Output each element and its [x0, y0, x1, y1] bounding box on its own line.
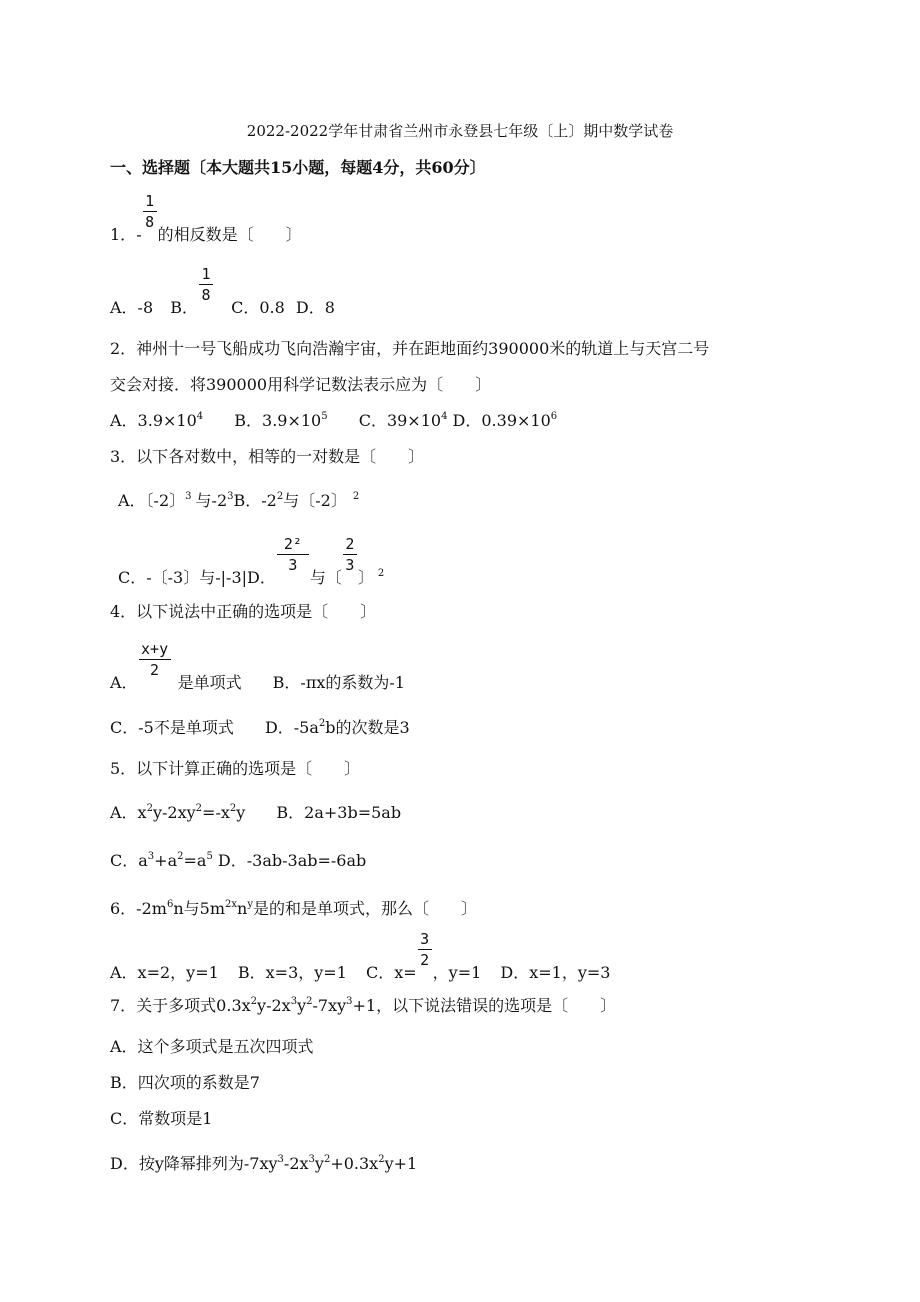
- option-c[interactable]: C．0.8: [231, 298, 285, 317]
- option-a[interactable]: A．这个多项式是五次四项式: [110, 1037, 314, 1056]
- option-a[interactable]: A．$3.9\times 10^4$: [110, 411, 204, 430]
- option-b[interactable]: B．x=3，y=1: [237, 963, 347, 982]
- option-c[interactable]: C．x= $\frac{3}{2}$ ，y=1: [365, 930, 482, 982]
- question-4-options-cd: [110, 718, 410, 738]
- option-b[interactable]: B．$3.9\times 10^5$: [234, 411, 328, 430]
- question-2-line-2: 交会对接．将390000用科学记数法表示应为〔 〕: [110, 375, 492, 394]
- option-d[interactable]: D．-3ab-3ab=-6ab: [217, 851, 367, 870]
- question-3: 3．以下各对数中，相等的一对数是〔 〕: [110, 447, 425, 466]
- option-b[interactable]: B．: [170, 298, 199, 317]
- option-b[interactable]: B．2a+3b=5ab: [276, 803, 402, 822]
- question-5-options-cd: [110, 851, 366, 871]
- question-6: 6．$-2m^6n$与$5m^{2x}n^y$是的和是单项式，那么〔 〕: [110, 899, 477, 918]
- option-c[interactable]: C．-〔-3〕与-|-3|: [118, 568, 248, 587]
- question-5-options-ab: [110, 803, 401, 823]
- question-2-line-1: 2．神州十一号飞船成功飞向浩瀚宇宙，并在距地面约390000米的轨道上与天宫二号: [110, 339, 710, 358]
- question-1-options: [110, 265, 335, 318]
- option-b[interactable]: B．$-2^2$与〔-2〕 $^2$: [233, 491, 360, 510]
- option-a[interactable]: A．〔-2〕$^3$ 与$-2^3$: [118, 491, 234, 510]
- option-b[interactable]: B．四次项的系数是7: [110, 1073, 260, 1092]
- question-5: 5．以下计算正确的选项是〔 〕: [110, 759, 361, 778]
- question-3-options-cd: [118, 535, 385, 588]
- fraction: $\frac{1}{8}$: [142, 220, 158, 240]
- page-title: 2022-2022学年甘肃省兰州市永登县七年级〔上〕期中数学试卷: [246, 122, 674, 140]
- option-d[interactable]: D． $\frac{\text{2²}}{3}$ 与〔 $\frac{2}{3}$ 〕 $^2$: [247, 535, 385, 587]
- option-d[interactable]: D．$-5a^2b$的次数是3: [264, 718, 410, 737]
- option-c[interactable]: C．$39\times 10^4$: [358, 411, 448, 430]
- question-7: 7．关于多项式$0.3x^2y-2x^3y^2-7xy^3+1$，以下说法错误的选项是〔 〕: [110, 996, 617, 1015]
- option-d[interactable]: D．8: [295, 298, 335, 317]
- option-b[interactable]: B．-πx的系数为-1: [272, 673, 405, 692]
- option-d[interactable]: D．x=1，y=3: [500, 963, 611, 982]
- fraction: $\frac{1}{8}$: [198, 293, 214, 313]
- question-4-options-ab: [110, 640, 405, 693]
- section-heading: 一、选择题〔本大题共15小题，每题4分，共60分〕: [110, 158, 486, 177]
- question-3-options-ab: [118, 491, 359, 511]
- option-d[interactable]: D．$0.39\times 10^6$: [452, 411, 558, 430]
- option-c[interactable]: C．$a^3+a^2=a^5$: [110, 851, 213, 870]
- option-a[interactable]: A．-8: [110, 298, 154, 317]
- option-a[interactable]: A．x=2，y=1: [110, 963, 219, 982]
- question-2-options: [110, 411, 557, 431]
- option-a[interactable]: A．$x^2y-2xy^2=-x^2y$: [110, 803, 246, 822]
- option-d[interactable]: D．按y降幂排列为$-7xy^3-2x^3y^2+0.3x^2y+1$: [110, 1154, 418, 1173]
- option-a[interactable]: A． $\frac{x+y}{2}$ 是单项式: [110, 640, 242, 692]
- question-6-options: [110, 930, 611, 983]
- question-4: 4．以下说法中正确的选项是〔 〕: [110, 602, 377, 621]
- question-number: 1．: [110, 225, 137, 244]
- option-c[interactable]: C．常数项是1: [110, 1109, 213, 1128]
- option-c[interactable]: C．-5不是单项式: [110, 718, 234, 737]
- question-1: 1．- $\frac{1}{8}$ 的相反数是〔 〕: [110, 192, 302, 244]
